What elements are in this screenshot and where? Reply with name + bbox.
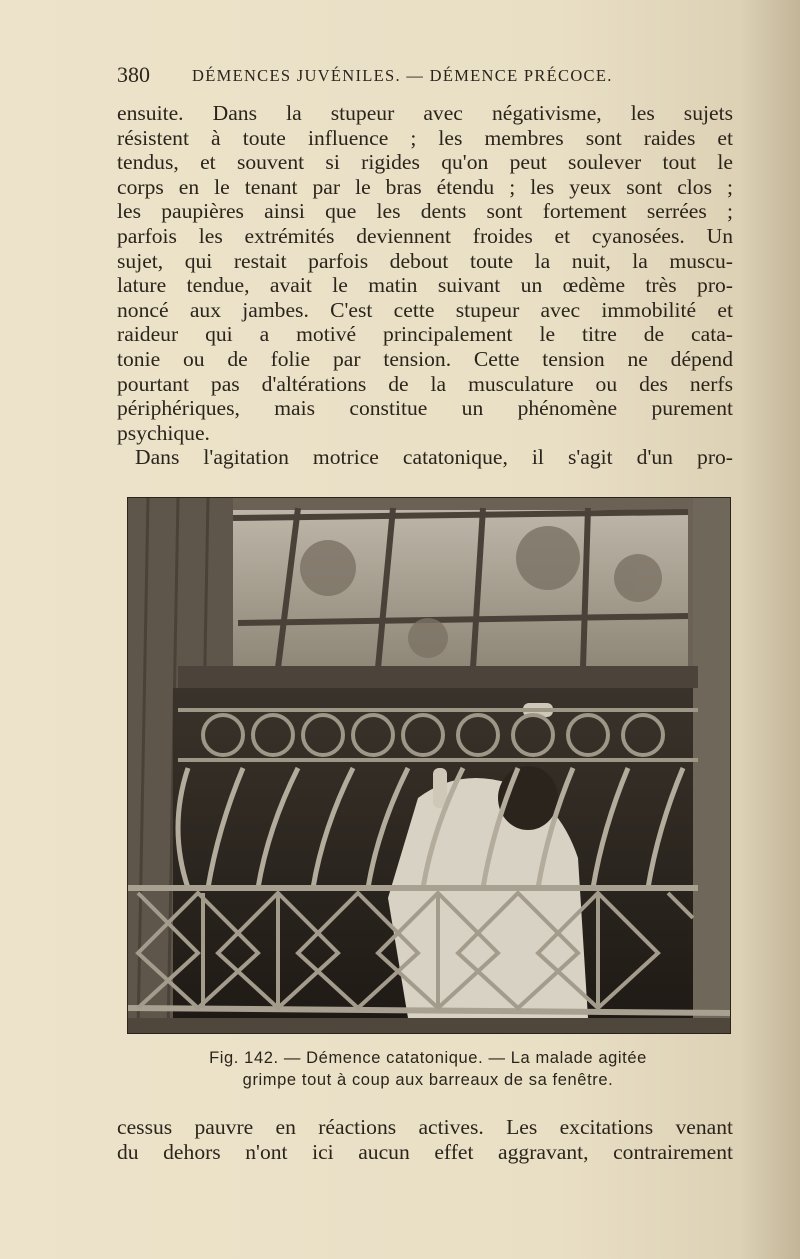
page-gutter-shadow [740, 0, 800, 1259]
window-bars-photo [128, 498, 730, 1033]
caption-line: Fig. 142. — Démence catatonique. — La malade agitée [209, 1049, 647, 1067]
text-line: résistent à toute influence ; les membres sont raides et [117, 125, 733, 150]
paragraph-stupor [117, 101, 733, 470]
text-line: cessus pauvre en réactions actives. Les excitations venant [117, 1115, 733, 1139]
figure-caption [127, 1047, 729, 1091]
figure-photograph [127, 497, 731, 1034]
text-line: tendus, et souvent si rigides qu'on peut soulever tout le [117, 150, 733, 175]
text-line: périphériques, mais constitue un phénomène purement [117, 396, 733, 421]
text-line: ensuite. Dans la stupeur avec négativisme, les sujets [117, 101, 733, 125]
text-line: psychique. [117, 420, 210, 445]
text-line: parfois les extrémités deviennent froides et cyanosées. Un [117, 223, 733, 248]
caption-line: grimpe tout à coup aux barreaux de sa fenêtre. [242, 1071, 614, 1089]
text-line: pourtant pas d'altérations de la musculature ou des nerfs [117, 371, 733, 396]
text-line: tonie ou de folie par tension. Cette tension ne dépend [117, 346, 733, 371]
running-header [117, 62, 737, 92]
text-line: sujet, qui restait parfois debout toute la nuit, la muscu- [117, 248, 733, 273]
paragraph-continuation [117, 1115, 733, 1164]
text-line: les paupières ainsi que les dents sont fortement serrées ; [117, 199, 733, 224]
text-line: corps en le tenant par le bras étendu ; les yeux sont clos ; [117, 174, 733, 199]
text-line: lature tendue, avait le matin suivant un œdème très pro- [117, 273, 733, 298]
text-line: du dehors n'ont ici aucun effet aggravant, contrairement [117, 1139, 733, 1164]
paragraph-agitation-start: Dans l'agitation motrice catatonique, il s'agit d'un pro- [135, 445, 733, 470]
text-line: raideur qui a motivé principalement le titre de cata- [117, 322, 733, 347]
running-title: DÉMENCES JUVÉNILES. — DÉMENCE PRÉCOCE. [192, 66, 613, 85]
text-line: noncé aux jambes. C'est cette stupeur avec immobilité et [117, 297, 733, 322]
page-number: 380 [117, 62, 150, 87]
